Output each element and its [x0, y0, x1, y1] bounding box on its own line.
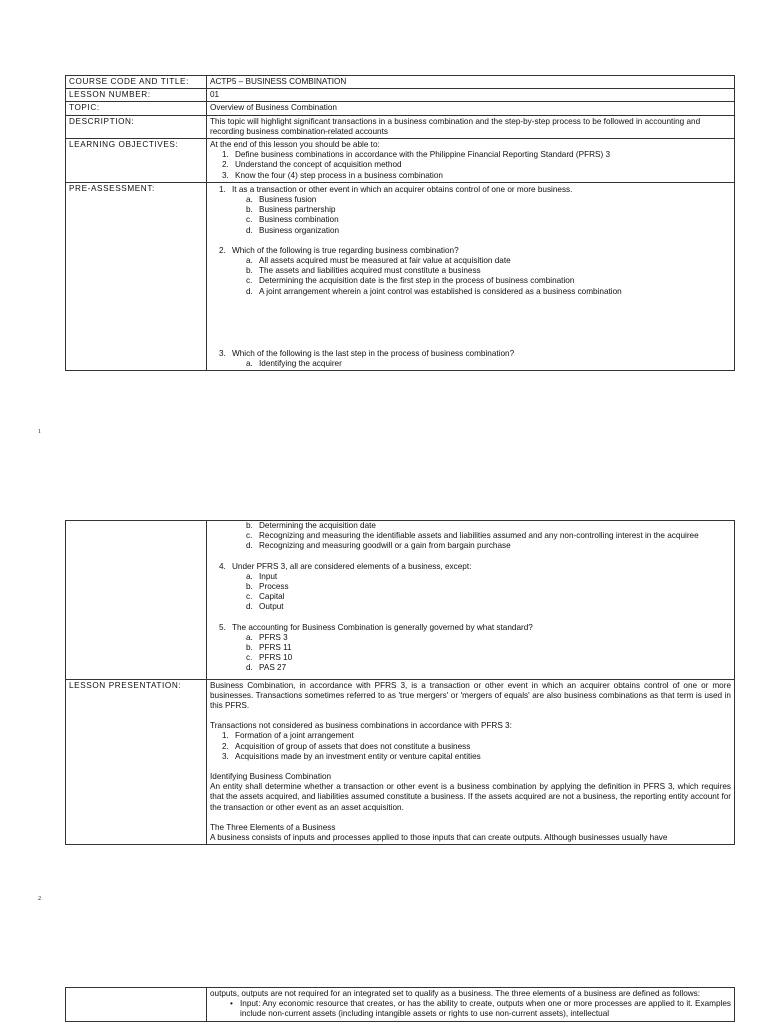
option-c: c. PFRS 10 — [246, 653, 293, 663]
option-d: d. Business organization — [246, 225, 340, 235]
list-item: 3. Acquisitions made by an investment entity or venture capital entities — [222, 751, 481, 761]
table-row — [66, 115, 735, 138]
option-b: b. PFRS 11 — [246, 643, 292, 653]
list-item: 2. Acquisition of group of assets that does not constitute a business — [222, 741, 471, 751]
table-row — [66, 139, 735, 183]
section-heading: The Three Elements of a Business — [210, 822, 336, 832]
option-d: d. A joint arrangement wherein a joint control was established is considered as a business combination — [246, 286, 622, 296]
continued-cell — [207, 988, 735, 1022]
list-item: 3. Know the four (4) step process in a business combination — [222, 170, 443, 180]
option-a: a. Identifying the acquirer — [246, 359, 342, 369]
course-code-value: ACTP5 – BUSINESS COMBINATION — [207, 76, 735, 89]
table-row — [66, 89, 735, 102]
options-list — [219, 256, 731, 297]
spacer — [219, 613, 731, 623]
page-3-clip — [0, 985, 768, 1024]
lesson-table-page-1 — [65, 75, 735, 371]
option-c: c. Recognizing and measuring the identifiable assets and liabilities assumed and any non-controlling interest in the acquiree — [246, 531, 699, 541]
paragraph: outputs, outputs are not required for an integrated set to qualify as a business. The three elements of a business are defined as follows: — [210, 989, 701, 998]
option-c: c. Capital — [246, 592, 285, 602]
list-item: 1. Define business combinations in accordance with the Philippine Financial Reporting Standard (PFRS) 3 — [222, 150, 611, 160]
lesson-presentation-label: LESSON PRESENTATION: — [66, 679, 207, 845]
list-item: • Input: Any economic resource that creates, or has the ability to create, outputs when one or more processes are applied to it. Examples include non-current assets (including intangible assets or rights to use non-current assets), intellectual — [230, 999, 731, 1019]
lesson-number-value: 01 — [207, 89, 735, 102]
option-a: a. Input — [246, 571, 278, 581]
table-row — [66, 679, 735, 845]
options-list — [219, 359, 731, 369]
options-list — [219, 521, 731, 552]
option-a: a. Business fusion — [246, 195, 317, 205]
list-item: 1. Formation of a joint arrangement — [222, 731, 354, 741]
page-number-1: 1 — [38, 429, 41, 435]
paragraph: Transactions not considered as business combinations in accordance with PFRS 3: — [210, 721, 512, 731]
table-row — [66, 988, 735, 1022]
option-b: b. Process — [246, 582, 289, 592]
paragraph: A business consists of inputs and processes applied to those inputs that can create outputs. Although businesses usually have — [210, 833, 668, 843]
option-c: c. Business combination — [246, 215, 339, 225]
question-5: 5. The accounting for Business Combination is generally governed by what standard? a. PFRS 3 b. PFRS 11 c. PFRS 10 d. PAS 27 — [219, 623, 731, 674]
lesson-table-page-3 — [65, 987, 735, 1022]
objectives-cell — [207, 139, 735, 183]
topic-value: Overview of Business Combination — [207, 102, 735, 115]
option-b: b. Determining the acquisition date — [246, 521, 376, 530]
spacer — [219, 297, 731, 349]
table-row — [66, 76, 735, 89]
option-c: c. Determining the acquisition date is the first step in the process of business combination — [246, 276, 575, 286]
option-a: a. PFRS 3 — [246, 632, 288, 642]
table-row — [66, 182, 735, 370]
question-1: 1. It as a transaction or other event in which an acquirer obtains control of one or more business. a. Business fusion b. Business partnership c. Business combination d. Business organization — [219, 185, 731, 236]
option-d: d. PAS 27 — [246, 663, 287, 673]
preassessment-label: PRE-ASSESSMENT: — [66, 182, 207, 370]
topic-label: TOPIC: — [66, 102, 207, 115]
preassessment-continued-label — [66, 521, 207, 680]
question-list — [210, 185, 731, 369]
option-b: b. Business partnership — [246, 205, 336, 215]
lesson-number-label: LESSON NUMBER: — [66, 89, 207, 102]
option-d: d. Output — [246, 602, 284, 612]
description-value: This topic will highlight significant transactions in a business combination and the step-by-step process to be followed in accounting and recording business combination-related accounts — [207, 115, 735, 138]
preassessment-continued-cell — [207, 521, 735, 680]
course-code-label: COURSE CODE AND TITLE: — [66, 76, 207, 89]
non-combination-list — [210, 731, 731, 762]
page-number-2: 2 — [38, 896, 41, 902]
spacer — [219, 236, 731, 246]
continued-label — [66, 988, 207, 1022]
options-list — [219, 633, 731, 674]
table-row — [66, 102, 735, 115]
paragraph: An entity shall determine whether a transaction or other event is a business combination by applying the definition in PFRS 3, which requires that the assets acquired, and liabilities assumed constitute a business. If the assets acquired are not a business, the reporting entity account for the transaction or other event as an asset acquisition. — [210, 782, 731, 812]
lesson-table-page-2 — [65, 520, 735, 845]
question-2: 2. Which of the following is true regarding business combination? a. All assets acquired must be measured at fair value at acquisition date b. The assets and liabilities acquired must constitute a business c. Determining the acquisition date is the first step in the process of business combination d. A joint arrangement wherein a joint control was established is considered as a business combination — [219, 246, 731, 297]
options-list — [219, 572, 731, 613]
option-b: b. The assets and liabilities acquired must constitute a business — [246, 266, 481, 276]
paragraph: Business Combination, in accordance with PFRS 3, is a transaction or other event in which an acquirer obtains control of one or more businesses. Transactions sometimes referred to as 'true mergers' or 'mergers of equals' are also business combinations as that term is used in this PFRS. — [210, 680, 731, 711]
preassessment-cell — [207, 182, 735, 370]
option-d: d. Recognizing and measuring goodwill or a gain from bargain purchase — [246, 541, 511, 551]
question-3: 3. Which of the following is the last step in the process of business combination? a. Identifying the acquirer — [219, 349, 731, 369]
list-item: 2. Understand the concept of acquisition method — [222, 160, 402, 170]
question-list — [210, 562, 731, 674]
objectives-intro: At the end of this lesson you should be able to: — [210, 140, 380, 150]
lesson-presentation-cell — [207, 679, 735, 845]
options-list — [219, 195, 731, 236]
description-label: DESCRIPTION: — [66, 115, 207, 138]
section-heading: Identifying Business Combination — [210, 772, 332, 782]
question-4: 4. Under PFRS 3, all are considered elements of a business, except: a. Input b. Process c. Capital d. Output — [219, 562, 731, 613]
option-a: a. All assets acquired must be measured at fair value at acquisition date — [246, 256, 511, 266]
objectives-label: LEARNING OBJECTIVES: — [66, 139, 207, 183]
objectives-list — [210, 150, 731, 181]
elements-list — [210, 999, 731, 1019]
table-row — [66, 521, 735, 680]
